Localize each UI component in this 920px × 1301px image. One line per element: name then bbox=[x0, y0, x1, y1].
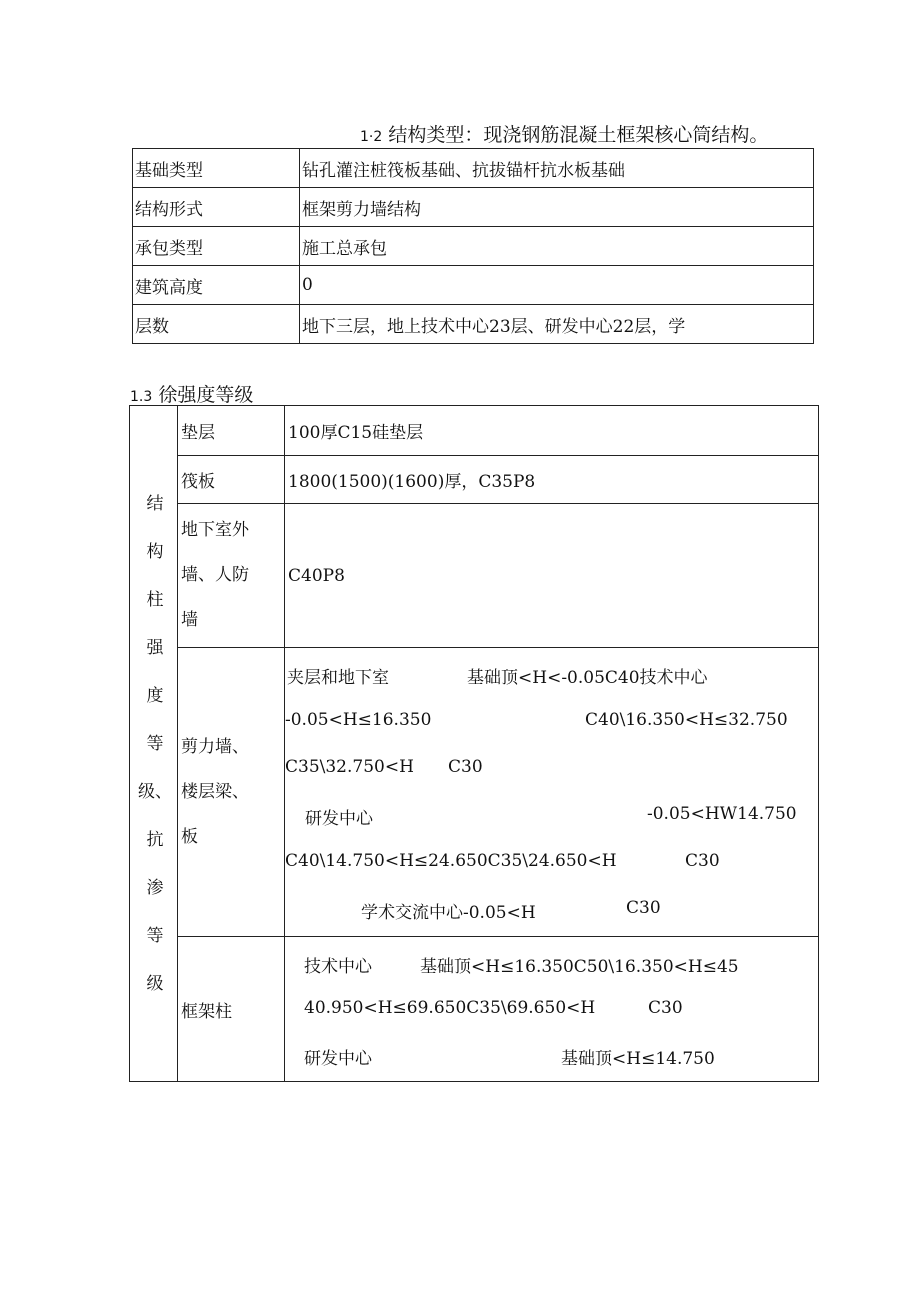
value-text: C30 bbox=[648, 998, 683, 1018]
value-text: 学术交流中心-0.05<H bbox=[361, 903, 536, 923]
row-value: 1800(1500)(1600)厚，C35P8 bbox=[285, 456, 819, 504]
side-char: 级 bbox=[146, 973, 164, 994]
label-line: 板 bbox=[181, 826, 198, 847]
side-char: 度 bbox=[146, 685, 164, 706]
section-title: 徐强度等级 bbox=[158, 384, 254, 406]
section-title: 结构类型：现浇钢筋混凝土框架核心筒结构。 bbox=[388, 124, 769, 146]
row-value bbox=[285, 937, 819, 1082]
row-label: 筏板 bbox=[178, 456, 285, 504]
section-number: 1·2 bbox=[360, 129, 383, 145]
value-text: 基础顶<H≤14.750 bbox=[561, 1049, 715, 1069]
value-text: 40.950<H≤69.650C35\69.650<H bbox=[304, 998, 596, 1018]
value-line bbox=[285, 651, 818, 698]
label-line: 剪力墙、 bbox=[181, 736, 249, 757]
table-row bbox=[133, 188, 814, 227]
value-line bbox=[285, 792, 818, 839]
row-value: 地下三层，地上技术中心23层、研发中心22层，学 bbox=[300, 305, 814, 344]
side-char: 结 bbox=[146, 493, 164, 514]
value-text: C35\32.750<H bbox=[285, 757, 414, 777]
row-value: 0 bbox=[300, 266, 814, 305]
side-char: 柱 bbox=[146, 589, 164, 610]
row-label bbox=[178, 504, 285, 648]
label-line: 墙、人防 bbox=[181, 565, 249, 585]
value-line bbox=[285, 886, 818, 933]
side-char: 渗 bbox=[146, 877, 164, 898]
row-value: C40P8 bbox=[285, 504, 819, 648]
value-text: -0.05<H≤16.350 bbox=[285, 710, 432, 730]
side-char: 等 bbox=[146, 733, 164, 754]
value-text: 研发中心 bbox=[305, 809, 373, 829]
value-text: 基础顶<H≤16.350C50\16.350<H≤45 bbox=[420, 957, 739, 977]
value-line bbox=[285, 839, 818, 886]
side-char: 级、 bbox=[138, 781, 172, 802]
row-value: 框架剪力墙结构 bbox=[300, 188, 814, 227]
label-line: 地下室外 bbox=[181, 520, 249, 540]
table-row bbox=[133, 149, 814, 188]
label-line: 楼层梁、 bbox=[181, 781, 249, 802]
table-row bbox=[133, 227, 814, 266]
value-line bbox=[285, 698, 818, 745]
value-line bbox=[285, 745, 818, 792]
row-value bbox=[285, 648, 819, 937]
value-line bbox=[285, 940, 818, 986]
value-text: C30 bbox=[626, 898, 661, 918]
concrete-grade-table bbox=[129, 405, 819, 1082]
row-label: 垫层 bbox=[178, 406, 285, 456]
value-text: C40\14.750<H≤24.650C35\24.650<H bbox=[285, 851, 617, 871]
side-category-label bbox=[130, 406, 178, 1082]
value-text: -0.05<HW14.750 bbox=[647, 804, 797, 824]
section-heading-1-2 bbox=[360, 120, 768, 147]
row-label: 框架柱 bbox=[178, 937, 285, 1082]
table-row bbox=[133, 266, 814, 305]
side-char: 抗 bbox=[146, 829, 164, 850]
value-text: C40\16.350<H≤32.750 bbox=[585, 710, 788, 730]
value-text: C30 bbox=[448, 757, 483, 777]
section-number: 1.3 bbox=[130, 389, 153, 405]
value-text: C30 bbox=[685, 851, 720, 871]
row-label: 层数 bbox=[133, 305, 300, 344]
table-row bbox=[130, 406, 819, 456]
table-row bbox=[130, 648, 819, 937]
section-heading-1-3 bbox=[130, 380, 253, 407]
project-overview-table bbox=[132, 148, 814, 344]
label-line: 墙 bbox=[181, 610, 198, 630]
value-line bbox=[285, 1032, 818, 1078]
value-line bbox=[285, 986, 818, 1032]
row-label bbox=[178, 648, 285, 937]
value-text: 研发中心 bbox=[304, 1049, 372, 1069]
row-value: 施工总承包 bbox=[300, 227, 814, 266]
row-label: 建筑高度 bbox=[133, 266, 300, 305]
row-value: 100厚C15硅垫层 bbox=[285, 406, 819, 456]
table-row bbox=[130, 504, 819, 648]
table-row bbox=[130, 456, 819, 504]
value-text: 技术中心 bbox=[304, 957, 372, 977]
row-label: 结构形式 bbox=[133, 188, 300, 227]
value-text: 夹层和地下室 bbox=[287, 668, 389, 688]
table-row bbox=[133, 305, 814, 344]
side-char: 强 bbox=[146, 637, 164, 658]
row-value: 钻孔灌注桩筏板基础、抗拔锚杆抗水板基础 bbox=[300, 149, 814, 188]
side-char: 等 bbox=[146, 925, 164, 946]
row-label: 基础类型 bbox=[133, 149, 300, 188]
row-label: 承包类型 bbox=[133, 227, 300, 266]
value-text: 基础顶<H<-0.05C40技术中心 bbox=[467, 668, 708, 688]
side-char: 构 bbox=[146, 541, 164, 562]
table-row bbox=[130, 937, 819, 1082]
